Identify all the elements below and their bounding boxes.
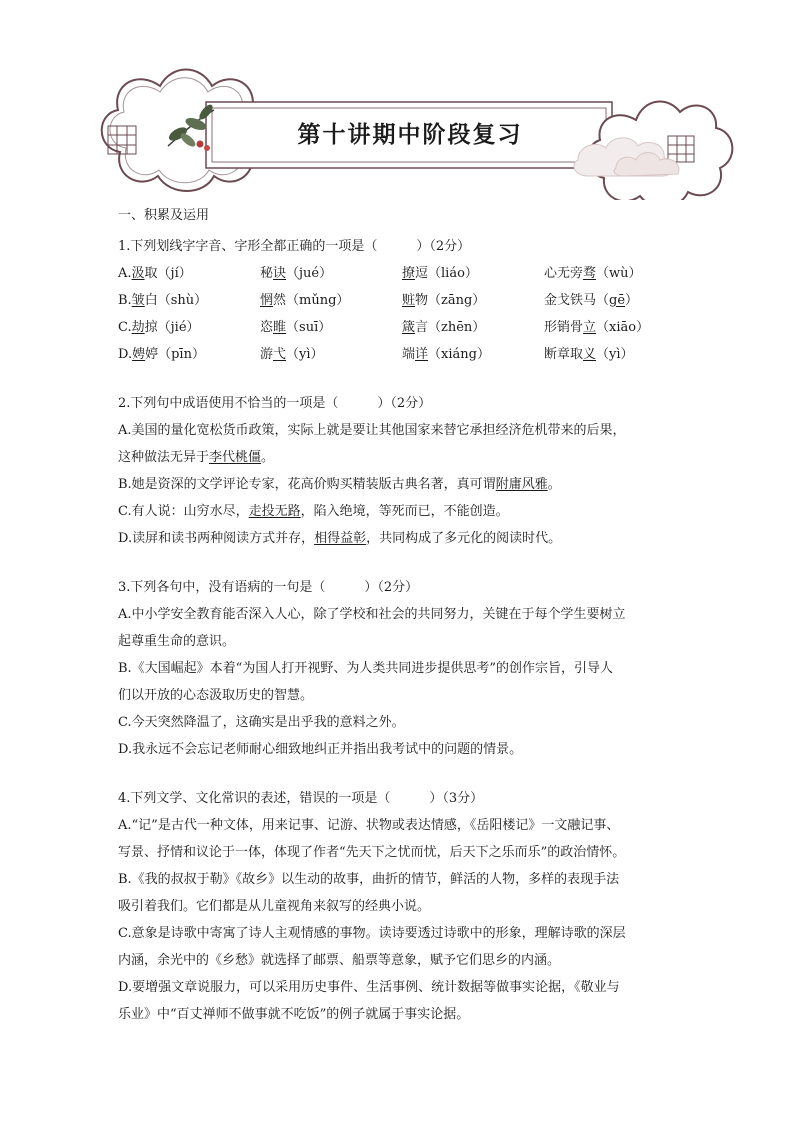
option-text: （yì） bbox=[286, 347, 324, 362]
line-text: C.有人说：山穷水尽， bbox=[118, 504, 249, 519]
option-line bbox=[118, 628, 698, 655]
option-text: 然（mǔng） bbox=[273, 293, 350, 308]
option-item bbox=[402, 341, 544, 368]
option-line bbox=[118, 601, 698, 628]
option-text: （suī） bbox=[286, 320, 332, 335]
option-item bbox=[260, 287, 402, 314]
option-item bbox=[544, 314, 694, 341]
underlined-char: 弋 bbox=[273, 347, 287, 362]
option-text: 物（zāng） bbox=[415, 293, 486, 308]
option-text: ） bbox=[625, 293, 639, 308]
option-item bbox=[544, 287, 694, 314]
line-text: B.她是资深的文学评论专家，花高价购买精装版古典名著，真可谓 bbox=[118, 477, 496, 492]
option-line bbox=[118, 893, 698, 920]
option-row bbox=[118, 287, 698, 314]
option-item bbox=[260, 341, 402, 368]
title-banner bbox=[0, 0, 794, 200]
line-text: D.要增强文章说服力，可以采用历史事件、生活事例、统计数据等做事实论据，《敬业与 bbox=[118, 980, 620, 995]
option-item bbox=[402, 314, 544, 341]
option-item bbox=[118, 287, 260, 314]
underlined-phrase: 相得益彰 bbox=[314, 531, 367, 546]
line-text: A.美国的量化宽松货币政策，实际上就是要让其他国家来替它承担经济危机带来的后果， bbox=[118, 423, 626, 438]
option-text: 婷（pīn） bbox=[145, 347, 205, 362]
line-text: 。 bbox=[261, 450, 275, 465]
option-text: A. bbox=[118, 266, 132, 281]
banner-frame-graphic bbox=[0, 0, 794, 200]
option-text: （xiáng） bbox=[428, 347, 490, 362]
option-text: 心无旁 bbox=[544, 266, 584, 281]
underlined-char: 义 bbox=[583, 347, 597, 362]
underlined-char: 汲 bbox=[131, 266, 145, 281]
option-item bbox=[118, 314, 260, 341]
option-item bbox=[402, 287, 544, 314]
option-line bbox=[118, 736, 698, 763]
spacer bbox=[118, 368, 698, 390]
line-text: ，共同构成了多元化的阅读时代。 bbox=[366, 531, 562, 546]
worksheet-content bbox=[118, 206, 698, 1028]
underlined-char: 立 bbox=[583, 320, 597, 335]
underlined-char: 详 bbox=[415, 347, 429, 362]
option-row bbox=[118, 314, 698, 341]
option-paragraphs bbox=[118, 601, 698, 763]
line-text: 吸引着我们。它们都是从儿童视角来叙写的经典小说。 bbox=[118, 899, 431, 914]
line-text: 乐业》中“百丈禅师不做事就不吃饭”的例子就属于事实论据。 bbox=[118, 1007, 470, 1022]
question-3 bbox=[118, 574, 698, 763]
underlined-phrase: 附庸风雅 bbox=[495, 477, 548, 492]
underlined-char: 娉 bbox=[132, 347, 146, 362]
option-item bbox=[260, 260, 402, 287]
option-grid bbox=[118, 260, 698, 368]
line-text: 。 bbox=[547, 477, 561, 492]
option-row bbox=[118, 341, 698, 368]
option-text: 言（zhēn） bbox=[415, 320, 486, 335]
option-line bbox=[118, 498, 698, 525]
option-text: B. bbox=[118, 293, 132, 308]
question-4 bbox=[118, 785, 698, 1028]
underlined-char: gē bbox=[609, 293, 626, 308]
question-stem: 3.下列各句中，没有语病的一句是（ ）（2分） bbox=[118, 580, 419, 595]
option-item bbox=[118, 341, 260, 368]
question-2 bbox=[118, 390, 698, 552]
line-text: A.“记”是古代一种文体，用来记事、记游、状物或表达情感，《岳阳楼记》一文融记事、 bbox=[118, 818, 620, 833]
option-line bbox=[118, 471, 698, 498]
line-text: D.读屏和读书两种阅读方式并存， bbox=[118, 531, 315, 546]
option-line bbox=[118, 839, 698, 866]
underlined-char: 骛 bbox=[583, 266, 597, 281]
option-text: 断章取 bbox=[544, 347, 584, 362]
line-text: 起尊重生命的意识。 bbox=[118, 634, 236, 649]
option-line bbox=[118, 920, 698, 947]
spacer bbox=[118, 552, 698, 574]
option-text: （wù） bbox=[596, 266, 642, 281]
option-line bbox=[118, 1001, 698, 1028]
line-text: 们以开放的心态汲取历史的智慧。 bbox=[118, 688, 314, 703]
option-item bbox=[260, 314, 402, 341]
option-text: D. bbox=[118, 347, 133, 362]
underlined-phrase: 走投无路 bbox=[248, 504, 301, 519]
option-line bbox=[118, 417, 698, 444]
underlined-char: 诀 bbox=[273, 266, 287, 281]
question-stem: 2.下列句中成语使用不恰当的一项是（ ）（2分） bbox=[118, 396, 432, 411]
option-text: 白（shù） bbox=[144, 293, 208, 308]
option-row bbox=[118, 260, 698, 287]
option-text: 恣 bbox=[260, 320, 274, 335]
option-text: （yì） bbox=[596, 347, 634, 362]
underlined-char: 劫 bbox=[131, 320, 145, 335]
underlined-char: 睢 bbox=[273, 320, 287, 335]
question-stem: 4.下列文学、文化常识的表述，错误的一项是（ ）（3分） bbox=[118, 791, 484, 806]
option-text: 掠（jié） bbox=[144, 320, 200, 335]
option-text: 端 bbox=[402, 347, 416, 362]
option-text: 游 bbox=[260, 347, 274, 362]
option-item bbox=[544, 341, 694, 368]
option-text: 形销骨 bbox=[544, 320, 584, 335]
underlined-char: 撩 bbox=[402, 266, 416, 281]
option-text: 取（jí） bbox=[144, 266, 192, 281]
underlined-char: 箴 bbox=[402, 320, 416, 335]
option-line bbox=[118, 525, 698, 552]
option-text: 金戈铁马（ bbox=[544, 293, 610, 308]
underlined-phrase: 李代桃僵 bbox=[209, 450, 262, 465]
line-text: C.今天突然降温了，这确实是出乎我的意料之外。 bbox=[118, 715, 405, 730]
option-line bbox=[118, 682, 698, 709]
underlined-char: 赃 bbox=[402, 293, 416, 308]
underlined-char: 惘 bbox=[260, 293, 274, 308]
line-text: A.中小学安全教育能否深入人心，除了学校和社会的共同努力，关键在于每个学生要树立 bbox=[118, 607, 626, 622]
option-line bbox=[118, 974, 698, 1001]
option-item bbox=[544, 260, 694, 287]
option-line bbox=[118, 947, 698, 974]
option-text: C. bbox=[118, 320, 132, 335]
line-text: C.意象是诗歌中寄寓了诗人主观情感的事物。读诗要透过诗歌中的形象，理解诗歌的深层 bbox=[118, 926, 626, 941]
option-text: （xiāo） bbox=[596, 320, 650, 335]
line-text: B.《大国崛起》本着“为国人打开视野、为人类共同进步提供思考”的创作宗旨，引导人 bbox=[118, 661, 613, 676]
option-line bbox=[118, 655, 698, 682]
option-item bbox=[402, 260, 544, 287]
question-stem: 1.下列划线字字音、字形全都正确的一项是（ ）（2分） bbox=[118, 239, 471, 254]
option-text: 逗（liáo） bbox=[415, 266, 478, 281]
spacer bbox=[118, 763, 698, 785]
option-line bbox=[118, 709, 698, 736]
question-1 bbox=[118, 233, 698, 368]
underlined-char: 皱 bbox=[131, 293, 145, 308]
section-heading: 一、积累及运用 bbox=[118, 208, 210, 223]
line-text: 内涵，余光中的《乡愁》就选择了邮票、船票等意象，赋予它们思乡的内涵。 bbox=[118, 953, 561, 968]
option-line bbox=[118, 812, 698, 839]
option-line bbox=[118, 866, 698, 893]
line-text: 写景、抒情和议论于一体，体现了作者“先天下之忧而忧，后天下之乐而乐”的政治情怀。 bbox=[118, 845, 626, 860]
option-text: 秘 bbox=[260, 266, 274, 281]
option-line bbox=[118, 444, 698, 471]
option-paragraphs bbox=[118, 812, 698, 1028]
option-paragraphs bbox=[118, 417, 698, 552]
page-title: 第十讲期中阶段复习 bbox=[297, 121, 523, 148]
line-text: D.我永远不会忘记老师耐心细致地纠正并指出我考试中的问题的情景。 bbox=[118, 742, 523, 757]
option-item bbox=[118, 260, 260, 287]
line-text: B.《我的叔叔于勒》《故乡》以生动的故事，曲折的情节，鲜活的人物，多样的表现手法 bbox=[118, 872, 620, 887]
line-text: ，陷入绝境，等死而已，不能创造。 bbox=[300, 504, 509, 519]
line-text: 这种做法无异于 bbox=[118, 450, 210, 465]
option-text: （jué） bbox=[286, 266, 333, 281]
